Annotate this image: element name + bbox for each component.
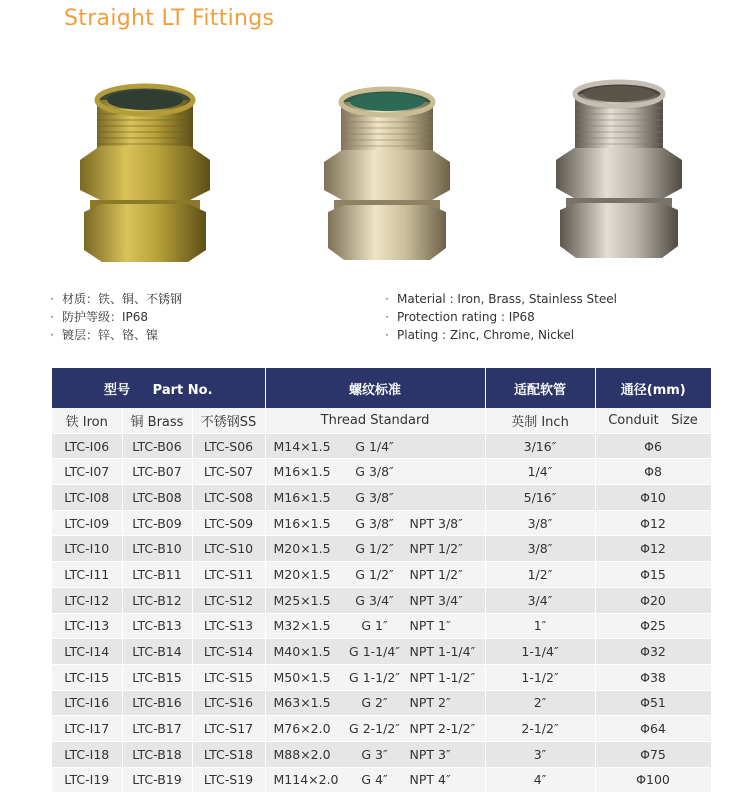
brass-part-cell: LTC-B12 xyxy=(122,587,192,613)
npt-thread: NPT 3/4″ xyxy=(409,592,463,608)
page-title: Straight LT Fittings xyxy=(64,6,275,31)
g-thread: G 1/2″ xyxy=(355,541,394,557)
table-row xyxy=(52,716,711,742)
iron-part-cell: LTC-I18 xyxy=(52,741,122,767)
thread-cell xyxy=(265,459,485,485)
table-row xyxy=(52,433,711,459)
g-thread: G 4″ xyxy=(361,772,388,788)
ss-part-cell: LTC-S15 xyxy=(192,664,265,690)
thread-cell xyxy=(265,587,485,613)
iron-part-cell: LTC-I11 xyxy=(52,562,122,588)
specs-chinese xyxy=(50,290,182,344)
npt-thread: NPT 2″ xyxy=(409,695,451,711)
conduit-size-cell: Φ10 xyxy=(595,485,711,511)
metric-thread: M16×1.5 xyxy=(273,464,331,480)
conduit-size-cell: Φ20 xyxy=(595,587,711,613)
g-thread: G 1/4″ xyxy=(355,438,394,454)
iron-part-cell: LTC-I16 xyxy=(52,690,122,716)
subheader-thread: Thread Standard xyxy=(265,408,485,433)
conduit-size-cell: Φ32 xyxy=(595,639,711,665)
thread-cell xyxy=(265,639,485,665)
metric-thread: M16×1.5 xyxy=(273,489,331,505)
conduit-size-cell: Φ15 xyxy=(595,562,711,588)
conduit-size-cell: Φ51 xyxy=(595,690,711,716)
conduit-size-cell: Φ8 xyxy=(595,459,711,485)
conduit-size-cell: Φ12 xyxy=(595,510,711,536)
subheader-brass: 铜 Brass xyxy=(122,408,192,433)
inch-size-cell: 5/16″ xyxy=(485,485,595,511)
npt-thread: NPT 1″ xyxy=(409,618,451,634)
conduit-size-cell: Φ100 xyxy=(595,767,711,793)
table-row xyxy=(52,485,711,511)
g-thread: G 1″ xyxy=(361,618,388,634)
table-row xyxy=(52,664,711,690)
inch-size-cell: 1″ xyxy=(485,613,595,639)
iron-part-cell: LTC-I14 xyxy=(52,639,122,665)
stainless-fitting-image xyxy=(534,72,704,272)
iron-part-cell: LTC-I06 xyxy=(52,433,122,459)
ss-part-cell: LTC-S13 xyxy=(192,613,265,639)
metric-thread: M25×1.5 xyxy=(273,592,331,608)
specs-english xyxy=(385,290,617,344)
brass-part-cell: LTC-B17 xyxy=(122,716,192,742)
brass-part-cell: LTC-B08 xyxy=(122,485,192,511)
iron-part-cell: LTC-I07 xyxy=(52,459,122,485)
spec-item: · Material : Iron, Brass, Stainless Steel xyxy=(385,292,617,306)
ss-part-cell: LTC-S17 xyxy=(192,716,265,742)
iron-part-cell: LTC-I19 xyxy=(52,767,122,793)
ss-part-cell: LTC-S06 xyxy=(192,433,265,459)
table-row xyxy=(52,510,711,536)
g-thread: G 1-1/4″ xyxy=(349,644,400,660)
g-thread: G 1/2″ xyxy=(355,566,394,582)
metric-thread: M76×2.0 xyxy=(273,721,331,737)
table-row xyxy=(52,767,711,793)
inch-size-cell: 4″ xyxy=(485,767,595,793)
table-row xyxy=(52,562,711,588)
conduit-size-cell: Φ12 xyxy=(595,536,711,562)
subheader-ss: 不锈钢SS xyxy=(192,408,265,433)
g-thread: G 3/8″ xyxy=(355,464,394,480)
inch-size-cell: 3/4″ xyxy=(485,587,595,613)
conduit-size-cell: Φ64 xyxy=(595,716,711,742)
thread-cell xyxy=(265,485,485,511)
brass-part-cell: LTC-B18 xyxy=(122,741,192,767)
inch-size-cell: 3″ xyxy=(485,741,595,767)
brass-part-cell: LTC-B07 xyxy=(122,459,192,485)
table-subheader-row xyxy=(52,408,711,433)
metric-thread: M114×2.0 xyxy=(273,772,339,788)
brass-part-cell: LTC-B16 xyxy=(122,690,192,716)
iron-part-cell: LTC-I12 xyxy=(52,587,122,613)
thread-cell xyxy=(265,562,485,588)
inch-size-cell: 1/4″ xyxy=(485,459,595,485)
g-thread: G 3/8″ xyxy=(355,489,394,505)
brass-part-cell: LTC-B19 xyxy=(122,767,192,793)
metric-thread: M16×1.5 xyxy=(273,515,331,531)
g-thread: G 1-1/2″ xyxy=(349,669,400,685)
thread-cell xyxy=(265,510,485,536)
ss-part-cell: LTC-S19 xyxy=(192,767,265,793)
brass-part-cell: LTC-B15 xyxy=(122,664,192,690)
header-part-no: 型号 Part No. xyxy=(52,368,265,408)
table-row xyxy=(52,536,711,562)
inch-size-cell: 1-1/2″ xyxy=(485,664,595,690)
table-header-row xyxy=(52,368,711,408)
table-row xyxy=(52,639,711,665)
inch-size-cell: 2″ xyxy=(485,690,595,716)
ss-part-cell: LTC-S11 xyxy=(192,562,265,588)
inch-size-cell: 1/2″ xyxy=(485,562,595,588)
thread-cell xyxy=(265,664,485,690)
iron-part-cell: LTC-I09 xyxy=(52,510,122,536)
brass-fitting-image xyxy=(302,72,472,272)
inch-size-cell: 3/8″ xyxy=(485,510,595,536)
inch-size-cell: 3/8″ xyxy=(485,536,595,562)
brass-part-cell: LTC-B06 xyxy=(122,433,192,459)
conduit-size-cell: Φ25 xyxy=(595,613,711,639)
iron-part-cell: LTC-I17 xyxy=(52,716,122,742)
npt-thread: NPT 4″ xyxy=(409,772,451,788)
thread-cell xyxy=(265,613,485,639)
ss-part-cell: LTC-S10 xyxy=(192,536,265,562)
spec-item: · 材质：铁、铜、不锈钢 xyxy=(50,292,183,306)
npt-thread: NPT 1/2″ xyxy=(409,541,463,557)
spec-item: · Protection rating : IP68 xyxy=(385,310,535,324)
table-row xyxy=(52,690,711,716)
metric-thread: M63×1.5 xyxy=(273,695,331,711)
metric-thread: M32×1.5 xyxy=(273,618,331,634)
table-row xyxy=(52,741,711,767)
inch-size-cell: 1-1/4″ xyxy=(485,639,595,665)
ss-part-cell: LTC-S07 xyxy=(192,459,265,485)
subheader-size: Conduit Size xyxy=(595,408,711,433)
subheader-inch: 英制 Inch xyxy=(485,408,595,433)
zinc-fitting-image xyxy=(60,72,230,272)
product-photos xyxy=(60,72,700,272)
specification-table xyxy=(52,368,712,793)
table-row xyxy=(52,587,711,613)
thread-cell xyxy=(265,767,485,793)
metric-thread: M88×2.0 xyxy=(273,746,331,762)
header-thread: 螺纹标准 xyxy=(265,368,485,408)
metric-thread: M14×1.5 xyxy=(273,438,331,454)
ss-part-cell: LTC-S12 xyxy=(192,587,265,613)
inch-size-cell: 2-1/2″ xyxy=(485,716,595,742)
iron-part-cell: LTC-I15 xyxy=(52,664,122,690)
g-thread: G 2-1/2″ xyxy=(349,721,400,737)
iron-part-cell: LTC-I13 xyxy=(52,613,122,639)
ss-part-cell: LTC-S14 xyxy=(192,639,265,665)
iron-part-cell: LTC-I08 xyxy=(52,485,122,511)
brass-part-cell: LTC-B10 xyxy=(122,536,192,562)
conduit-size-cell: Φ75 xyxy=(595,741,711,767)
npt-thread: NPT 2-1/2″ xyxy=(409,721,476,737)
conduit-size-cell: Φ6 xyxy=(595,433,711,459)
npt-thread: NPT 3″ xyxy=(409,746,451,762)
spec-item: · 防护等级：IP68 xyxy=(50,310,149,324)
ss-part-cell: LTC-S16 xyxy=(192,690,265,716)
header-diameter: 通径(mm) xyxy=(595,368,711,408)
inch-size-cell: 3/16″ xyxy=(485,433,595,459)
conduit-size-cell: Φ38 xyxy=(595,664,711,690)
thread-cell xyxy=(265,433,485,459)
thread-cell xyxy=(265,690,485,716)
thread-cell xyxy=(265,716,485,742)
table-row xyxy=(52,613,711,639)
brass-part-cell: LTC-B11 xyxy=(122,562,192,588)
subheader-iron: 铁 Iron xyxy=(52,408,122,433)
npt-thread: NPT 1-1/4″ xyxy=(409,644,476,660)
thread-cell xyxy=(265,536,485,562)
table-row xyxy=(52,459,711,485)
ss-part-cell: LTC-S09 xyxy=(192,510,265,536)
ss-part-cell: LTC-S08 xyxy=(192,485,265,511)
g-thread: G 3″ xyxy=(361,746,388,762)
thread-cell xyxy=(265,741,485,767)
spec-item: · Plating : Zinc, Chrome, Nickel xyxy=(385,328,575,342)
npt-thread: NPT 1-1/2″ xyxy=(409,669,476,685)
iron-part-cell: LTC-I10 xyxy=(52,536,122,562)
metric-thread: M50×1.5 xyxy=(273,669,331,685)
ss-part-cell: LTC-S18 xyxy=(192,741,265,767)
brass-part-cell: LTC-B14 xyxy=(122,639,192,665)
metric-thread: M20×1.5 xyxy=(273,541,331,557)
g-thread: G 3/4″ xyxy=(355,592,394,608)
brass-part-cell: LTC-B09 xyxy=(122,510,192,536)
metric-thread: M40×1.5 xyxy=(273,644,331,660)
header-conduit: 适配软管 xyxy=(485,368,595,408)
npt-thread: NPT 3/8″ xyxy=(409,515,463,531)
g-thread: G 3/8″ xyxy=(355,515,394,531)
spec-item: · 镀层：锌、铬、镍 xyxy=(50,328,159,342)
brass-part-cell: LTC-B13 xyxy=(122,613,192,639)
metric-thread: M20×1.5 xyxy=(273,566,331,582)
npt-thread: NPT 1/2″ xyxy=(409,566,463,582)
g-thread: G 2″ xyxy=(361,695,388,711)
